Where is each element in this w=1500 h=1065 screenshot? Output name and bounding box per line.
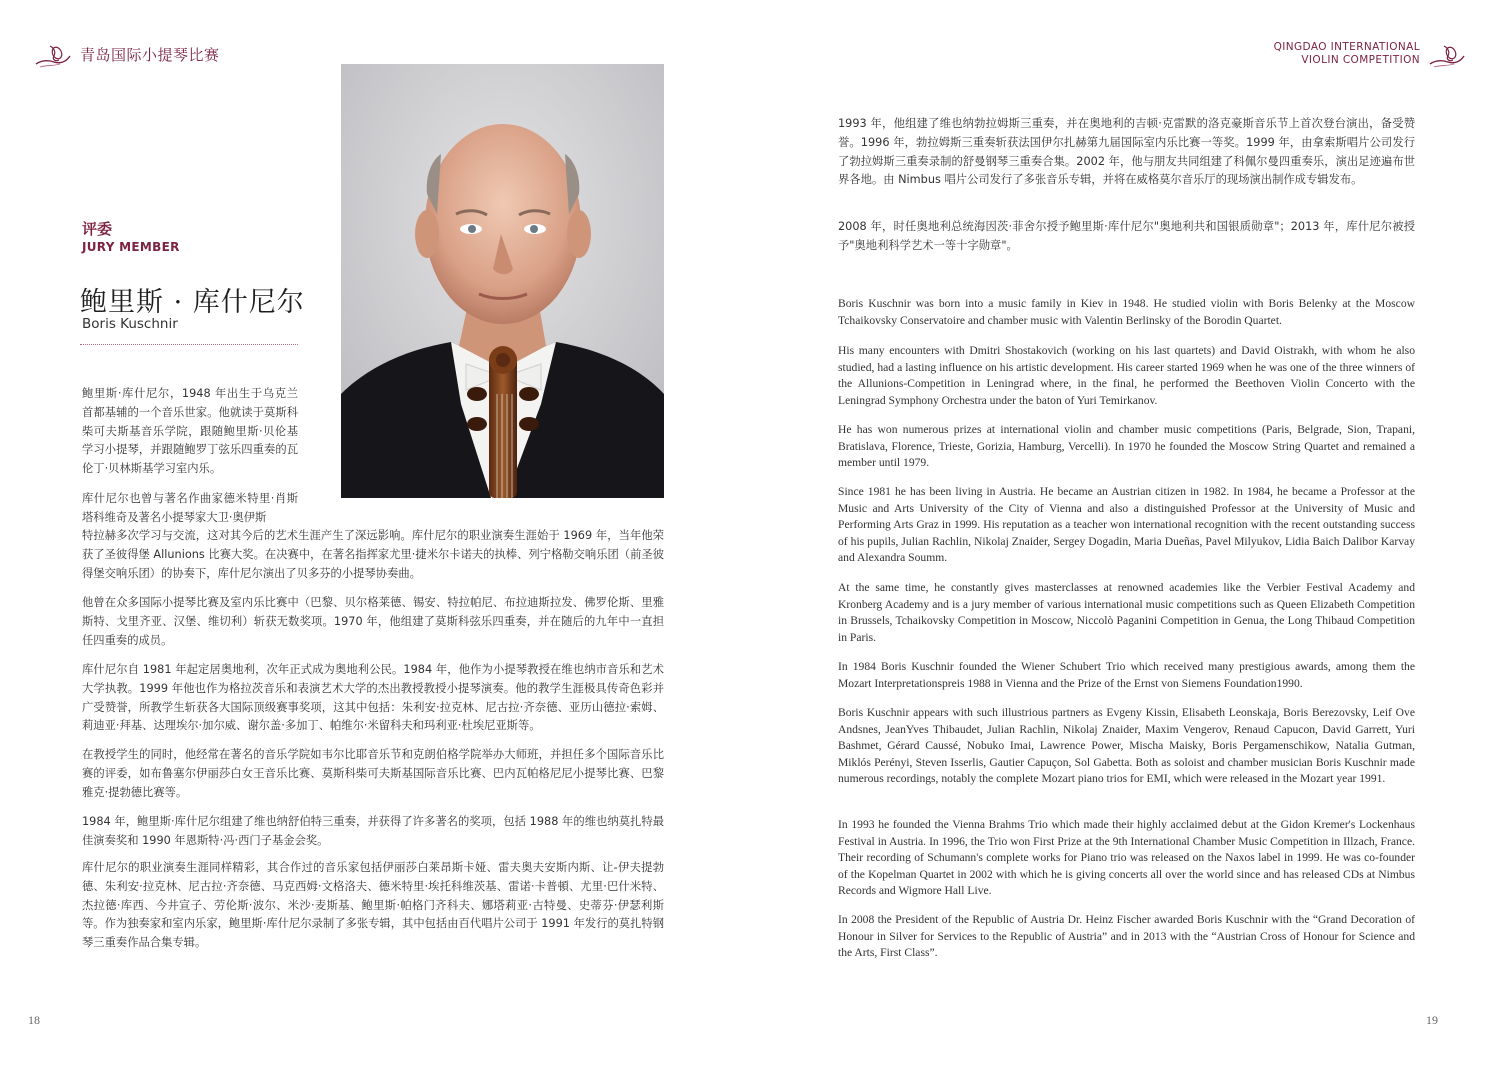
bio-cn-paragraph-2a: 库什尼尔也曾与著名作曲家德米特里·肖斯塔科维奇及著名小提琴家大卫·奥伊斯 (82, 492, 298, 524)
bio-cn-paragraph-7: 库什尼尔的职业演奏生涯同样精彩，其合作过的音乐家包括伊丽莎白莱昂斯卡娅、雷夫奥夫安斯内斯、让-伊夫提勃德、朱利安·拉克林、尼古拉·齐奈德、马克西姆·文格洛夫、德米特里·埃托科维茨基、雷诺·卡普頓、尤里·巴什米特、杰拉德·库西、今井宣子、劳伦斯·波尔、米沙·麦斯基、鲍里斯·帕格门齐科夫、娜塔莉亚·古特曼、史蒂芬·伊瑟利斯等。作为独奏家和室内乐家，鲍里斯·库什尼尔录制了多张专辑，其中包括由百代唱片公司于 1991 年发行的莫扎特钢琴三重奏作品合集专辑。 (82, 861, 664, 950)
violin-logo-icon (1424, 38, 1470, 70)
header-brand-left (30, 38, 220, 70)
bio-en-paragraph-8: In 1993 he founded the Vienna Brahms Trio which made their highly acclaimed debut at the Gidon Kremer's Lockenhaus Festival in Austria. In 1996, the Trio won First Prize at the 9th International Chamber Music Competition in Illzach, France. Their recording of Schumann's complete works for Piano trio was released on the Naxos label in 1999. He was co-founder of the Kopelman Quartet in 2002 with which he is giving concerts all over the world since and has released CDs at Nimbus Records and Wigmore Hall Live. (838, 818, 1415, 898)
jury-name-cn: 鲍里斯 · 库什尼尔 (80, 287, 305, 318)
portrait-photo (341, 64, 664, 498)
page-number-left: 18 (28, 1013, 40, 1027)
bio-cn-paragraph-4: 库什尼尔自 1981 年起定居奥地利，次年正式成为奥地利公民。1984 年，他作为小提琴教授在维也纳市音乐和艺术大学执教。1999 年他也作为格拉茨音乐和表演艺术大学的杰出教授教授小提琴演奏。他的教学生涯极具传奇色彩并广受赞誉，所教学生斩获各大国际顶级赛事奖项，这其中包括：朱利安·拉克林、尼古拉·齐奈德、亚历山德拉·索姆、莉迪亚·拜基、达理埃尔·加尔威、谢尔盖·多加丁、帕维尔·米留科夫和玛利亚·杜埃尼亚斯等。 (82, 663, 664, 733)
bio-cn-paragraph-1: 鲍里斯·库什尼尔，1948 年出生于乌克兰首都基辅的一个音乐世家。他就读于莫斯科柴可夫斯基音乐学院，跟随鲍里斯·贝伦基学习小提琴，并跟随鲍罗丁弦乐四重奏的瓦伦丁·贝林斯基学习室内乐。 (82, 387, 298, 476)
jury-label-cn: 评委 (82, 220, 113, 238)
portrait-illustration (341, 64, 664, 498)
bio-cn-paragraph-3: 他曾在众多国际小提琴比赛及室内乐比赛中（巴黎、贝尔格莱德、锡安、特拉帕尼、布拉迪斯拉发、佛罗伦斯、里雅斯特、戈里齐亚、汉堡、维切利）斩获无数奖项。1970 年，他组建了莫斯科弦乐四重奏，并在随后的九年中一直担任四重奏的成员。 (82, 596, 664, 647)
bio-en-paragraph-6: In 1984 Boris Kuschnir founded the Wiener Schubert Trio which received many prestigious awards, among them the Mozart Interpretationspreis 1988 in Vienna and the Prize of the Ernst von Siemens Foundation1990. (838, 660, 1415, 690)
bio-cn-paragraph-5: 在教授学生的同时，他经常在著名的音乐学院如韦尔比耶音乐节和克朗伯格学院举办大师班，并担任多个国际音乐比赛的评委，如布鲁塞尔伊丽莎白女王音乐比赛、莫斯科柴可夫斯基国际音乐比赛、巴内瓦帕格尼尼小提琴比赛、巴黎雅克·提勃德比赛等。 (82, 748, 664, 799)
bio-cn-right-paragraph-2: 2008 年，时任奥地利总统海因茨·菲舍尔授予鲍里斯·库什尼尔"奥地利共和国银质勋章"；2013 年，库什尼尔被授予"奥地利科学艺术一等十字勋章"。 (838, 220, 1415, 252)
bio-en-paragraph-3: He has won numerous prizes at international violin and chamber music competitions (Paris, Belgrade, Sion, Trapani, Bratislava, Florence, Trieste, Gorizia, Hamburg, Vercelli). In 1970 he founded the Moscow String Quartet and remained a member until 1979. (838, 423, 1415, 470)
bio-en-paragraph-5: At the same time, he constantly gives masterclasses at renowned academies like the Verbier Festival Academy and Kronberg Academy and is a jury member of various international music competitions such as Queen Elizabeth Competition in Brussels, Tchaikovsky Competition in Moscow, Niccolò Paganini Competition in Genua, the Long Thibaud Competition in Paris. (838, 581, 1415, 644)
header-brand-right (1274, 38, 1470, 70)
bio-en-paragraph-9: In 2008 the President of the Republic of Austria Dr. Heinz Fischer awarded Boris Kuschnir with the “Grand Decoration of Honour in Silver for Services to the Republic of Austria” and in 2013 with the “Austrian Cross of Honour for Science and the Arts, First Class”. (838, 913, 1415, 960)
brand-title-cn: 青岛国际小提琴比赛 (80, 45, 220, 64)
brand-title-en (1274, 41, 1420, 67)
dotted-divider (80, 344, 298, 345)
jury-label-en: JURY MEMBER (82, 240, 180, 254)
jury-name-en: Boris Kuschnir (82, 316, 178, 332)
bio-cn-paragraph-2b: 特拉赫多次学习与交流，这对其今后的艺术生涯产生了深远影响。库什尼尔的职业演奏生涯始于 1969 年，当年他荣获了圣彼得堡 Allunions 比赛大奖。在决赛中，在著名指挥家尤里·捷米尔卡诺夫的执棒、列宁格勒交响乐团（前圣彼得堡交响乐团）的协奏下，库什尼尔演出了贝多芬的小提琴协奏曲。 (82, 529, 664, 580)
violin-logo-icon (30, 38, 76, 70)
bio-en-paragraph-2: His many encounters with Dmitri Shostakovich (working on his last quartets) and David Oistrakh, with whom he also studied, had a lasting influence on his artistic development. His career started 1969 when he was one of the three winners of the Allunions-Competition in Leningrad where, in the final, he performed the Beethoven Violin Concerto with the Leningrad Symphony Orchestra under the baton of Yuri Temirkanov. (838, 344, 1415, 407)
brand-title-en-line1: QINGDAO INTERNATIONAL (1273, 41, 1420, 53)
page-number-right: 19 (1426, 1013, 1438, 1027)
bio-en-paragraph-1: Boris Kuschnir was born into a music family in Kiev in 1948. He studied violin with Boris Belenky at the Moscow Tchaikovsky Conservatoire and chamber music with Valentin Berlinsky of the Borodin Quartet. (838, 297, 1415, 327)
bio-cn-right-paragraph-1: 1993 年，他组建了维也纳勃拉姆斯三重奏，并在奥地利的吉顿·克雷默的洛克豪斯音乐节上首次登台演出，备受赞誉。1996 年，勃拉姆斯三重奏斩获法国伊尔扎赫第九届国际室内乐比赛一等奖。1999 年，由拿索斯唱片公司发行了勃拉姆斯三重奏录制的舒曼钢琴三重奏合集。2002 年，他与朋友共同组建了科佩尔曼四重奏乐，演出足迹遍布世界各地。由 Nimbus 唱片公司发行了多张音乐专辑，并将在威格莫尔音乐厅的现场演出制作成专辑发布。 (838, 117, 1415, 187)
bio-cn-paragraph-6: 1984 年，鲍里斯·库什尼尔组建了维也纳舒伯特三重奏，并获得了许多著名的奖项，包括 1988 年的维也纳莫扎特最佳演奏奖和 1990 年恩斯特·冯·西门子基金会奖。 (82, 815, 664, 847)
bio-en-paragraph-7: Boris Kuschnir appears with such illustrious partners as Evgeny Kissin, Elisabeth Leonskaja, Boris Berezovsky, Leif Ove Andsnes, JeanYves Thibaudet, Julian Rachlin, Nikolaj Znaider, Maxim Vengerov, Renaud Capucon, David Garrett, Yuri Bashmet, Gérard Caussé, Nobuko Imai, Lawrence Power, Mischa Maisky, Boris Pergamenschikow, Natalia Gutman, Miklós Perényi, Steven Isserlis, Gautier Capuçon, Sol Gabetta. Both as soloist and chamber musician Boris Kuschnir made numerous recordings, notably the complete Mozart piano trios for EMI, which were released in the Mozart year 1991. (838, 706, 1415, 786)
bio-en-paragraph-4: Since 1981 he has been living in Austria. He became an Austrian citizen in 1982. In 1984, he became a Professor at the Music and Arts University of the City of Vienna and also a distinguished Professor at the University of Music and Performing Arts Graz in 1999. His reputation as a teacher won international recognition with the recent outstanding success of his pupils, Julian Rachlin, Nikolaj Znaider, Sergey Dogadin, Maria Dueñas, Pavel Milyukov, Lidia Baich Dalibor Karvay and Alexandra Soumm. (838, 485, 1415, 565)
brand-title-en-line2: VIOLIN COMPETITION (1301, 54, 1420, 66)
